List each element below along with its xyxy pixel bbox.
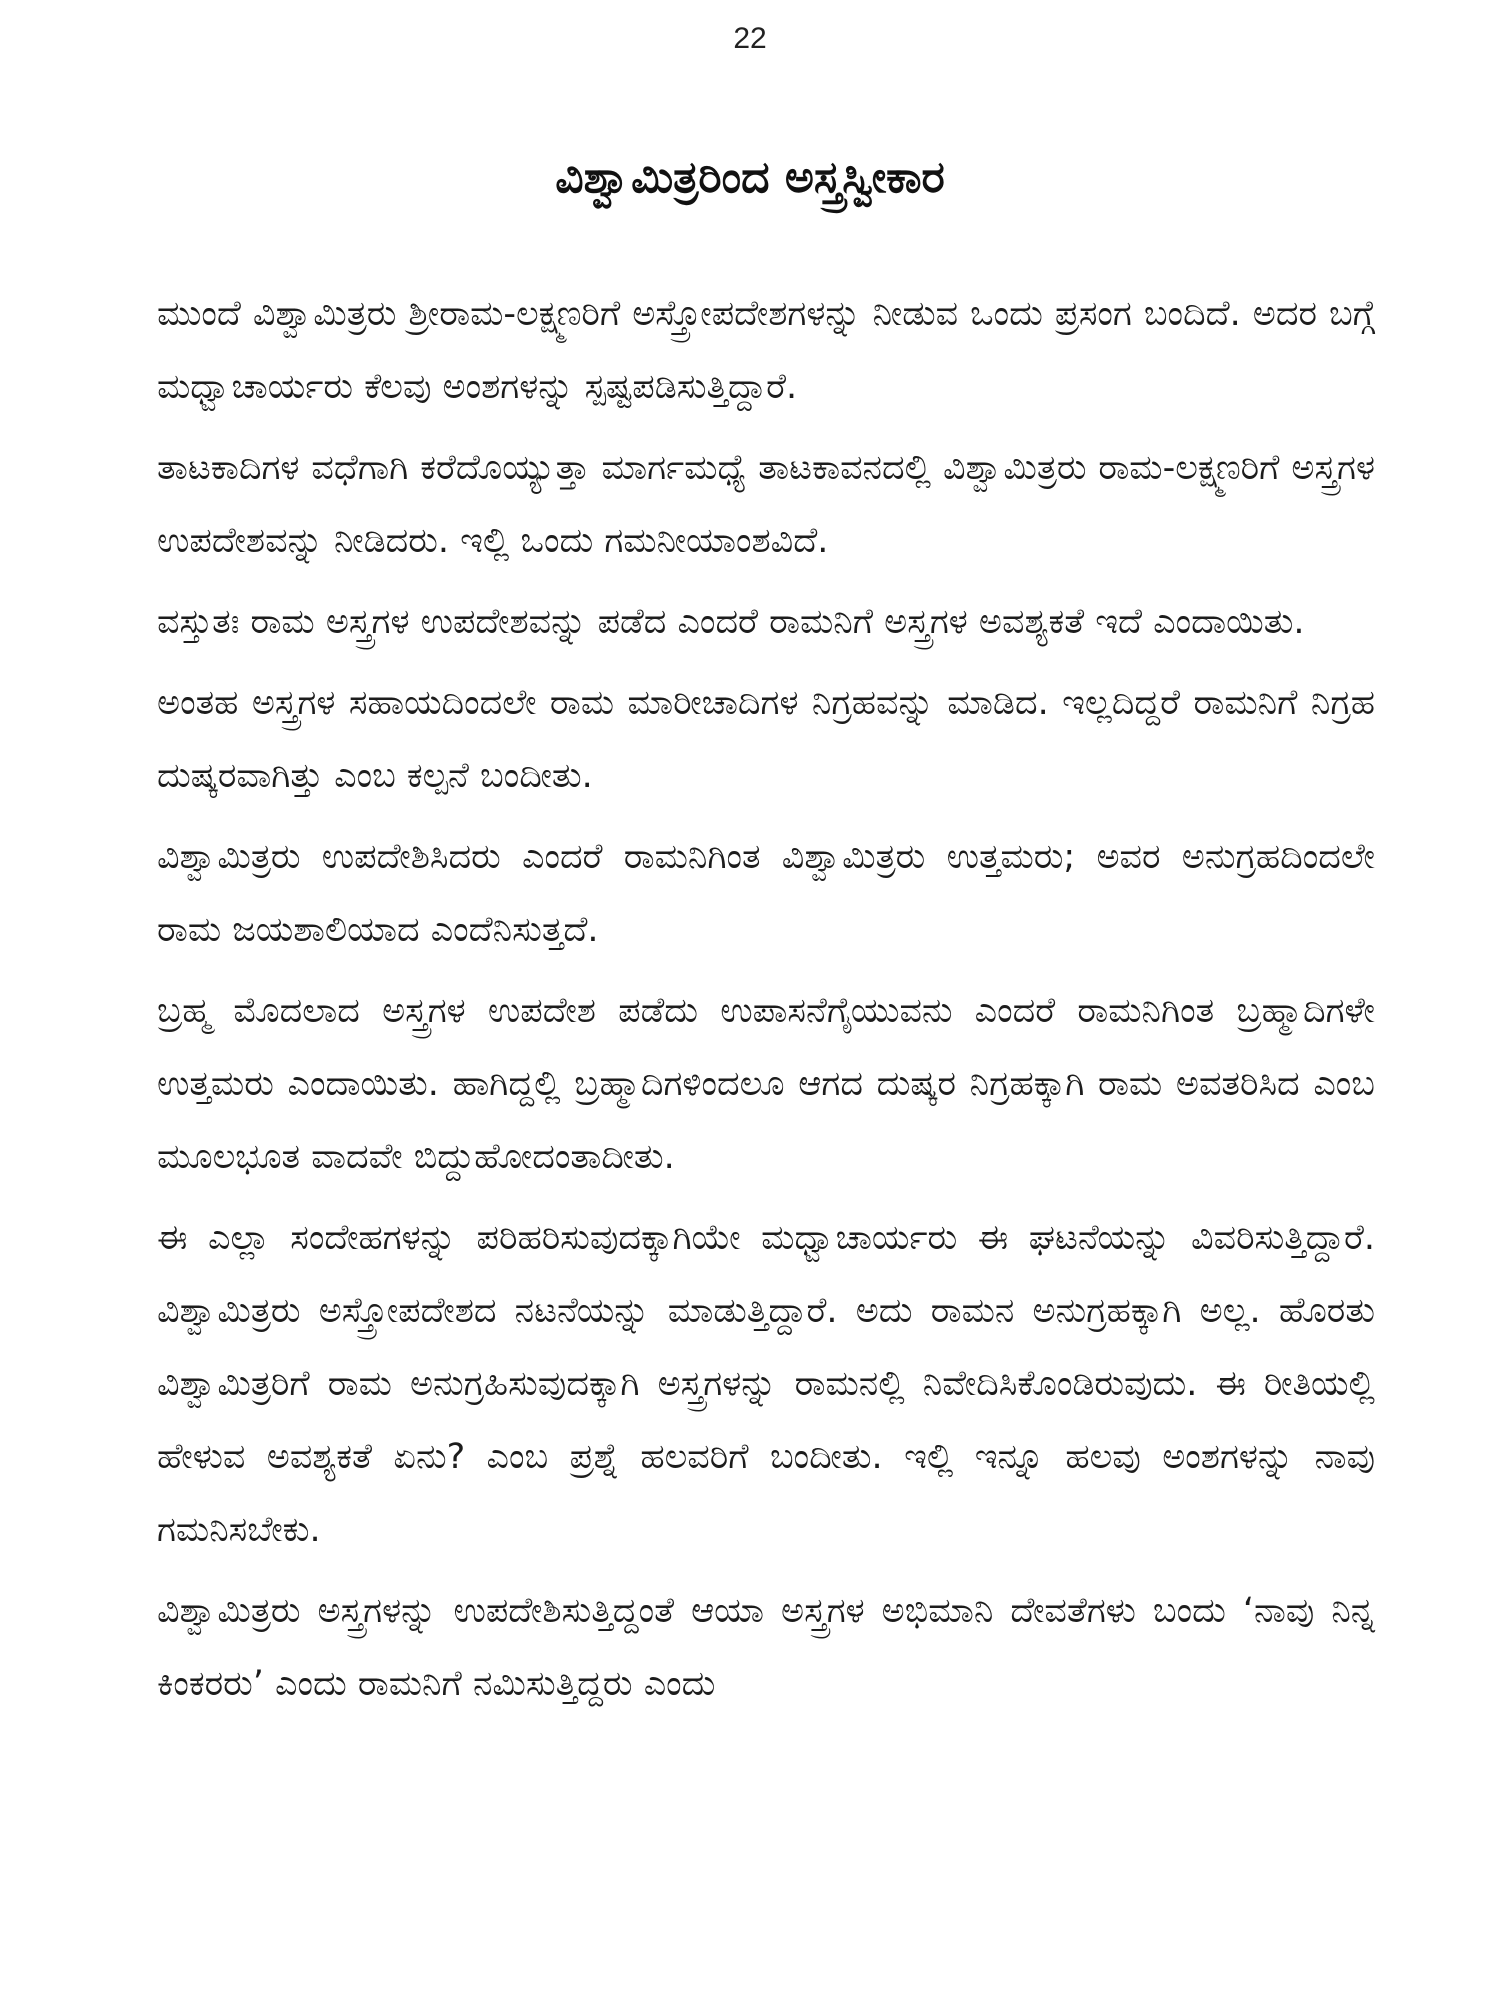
paragraph-5: ವಿಶ್ವಾಮಿತ್ರರು ಉಪದೇಶಿಸಿದರು ಎಂದರೆ ರಾಮನಿಗಿಂತ ವಿಶ್ವಾಮಿತ್ರರು ಉತ್ತಮರು; ಅವರ ಅನುಗ್ರಹದಿಂದಲೇ ರಾಮ ಜಯಶಾಲಿಯಾದ ಎಂದೆನಿಸುತ್ತದೆ. xyxy=(157,837,1375,950)
page-number: 22 xyxy=(733,22,767,55)
paragraph-1: ಮುಂದೆ ವಿಶ್ವಾಮಿತ್ರರು ಶ್ರೀರಾಮ-ಲಕ್ಷ್ಮಣರಿಗೆ ಅಸ್ತ್ರೋಪದೇಶಗಳನ್ನು ನೀಡುವ ಒಂದು ಪ್ರಸಂಗ ಬಂದಿದೆ. ಅದರ ಬಗ್ಗೆ ಮಧ್ವಾಚಾರ್ಯರು ಕೆಲವು ಅಂಶಗಳನ್ನು ಸ್ಪಷ್ಟಪಡಿಸುತ್ತಿದ್ದಾರೆ. xyxy=(157,294,1375,407)
body-text xyxy=(157,278,1375,1729)
paragraph-8: ವಿಶ್ವಾಮಿತ್ರರು ಅಸ್ತ್ರಗಳನ್ನು ಉಪದೇಶಿಸುತ್ತಿದ್ದಂತೆ ಆಯಾ ಅಸ್ತ್ರಗಳ ಅಭಿಮಾನಿ ದೇವತೆಗಳು ಬಂದು ‘ನಾವು ನಿನ್ನ ಕಿಂಕರರು’ ಎಂದು ರಾಮನಿಗೆ ನಮಿಸುತ್ತಿದ್ದರು ಎಂದು xyxy=(157,1591,1375,1704)
paragraph-4: ಅಂತಹ ಅಸ್ತ್ರಗಳ ಸಹಾಯದಿಂದಲೇ ರಾಮ ಮಾರೀಚಾದಿಗಳ ನಿಗ್ರಹವನ್ನು ಮಾಡಿದ. ಇಲ್ಲದಿದ್ದರೆ ರಾಮನಿಗೆ ನಿಗ್ರಹ ದುಷ್ಕರವಾಗಿತ್ತು ಎಂಬ ಕಲ್ಪನೆ ಬಂದೀತು. xyxy=(157,683,1375,796)
paragraph-2: ತಾಟಕಾದಿಗಳ ವಧೆಗಾಗಿ ಕರೆದೊಯ್ಯುತ್ತಾ ಮಾರ್ಗಮಧ್ಯೆ ತಾಟಕಾವನದಲ್ಲಿ ವಿಶ್ವಾಮಿತ್ರರು ರಾಮ-ಲಕ್ಷ್ಮಣರಿಗೆ ಅಸ್ತ್ರಗಳ ಉಪದೇಶವನ್ನು ನೀಡಿದರು. ಇಲ್ಲಿ ಒಂದು ಗಮನೀಯಾಂಶವಿದೆ. xyxy=(157,448,1375,561)
paragraph-7: ಈ ಎಲ್ಲಾ ಸಂದೇಹಗಳನ್ನು ಪರಿಹರಿಸುವುದಕ್ಕಾಗಿಯೇ ಮಧ್ವಾಚಾರ್ಯರು ಈ ಘಟನೆಯನ್ನು ವಿವರಿಸುತ್ತಿದ್ದಾರೆ. ವಿಶ್ವಾಮಿತ್ರರು ಅಸ್ತ್ರೋಪದೇಶದ ನಟನೆಯನ್ನು ಮಾಡುತ್ತಿದ್ದಾರೆ. ಅದು ರಾಮನ ಅನುಗ್ರಹಕ್ಕಾಗಿ ಅಲ್ಲ. ಹೊರತು ವಿಶ್ವಾಮಿತ್ರರಿಗೆ ರಾಮ ಅನುಗ್ರಹಿಸುವುದಕ್ಕಾಗಿ ಅಸ್ತ್ರಗಳನ್ನು ರಾಮನಲ್ಲಿ ನಿವೇದಿಸಿಕೊಂಡಿರುವುದು. ಈ ರೀತಿಯಲ್ಲಿ ಹೇಳುವ ಅವಶ್ಯಕತೆ ಏನು? ಎಂಬ ಪ್ರಶ್ನೆ ಹಲವರಿಗೆ ಬಂದೀತು. ಇಲ್ಲಿ ಇನ್ನೂ ಹಲವು ಅಂಶಗಳನ್ನು ನಾವು ಗಮನಿಸಬೇಕು. xyxy=(157,1218,1375,1550)
paragraph-6: ಬ್ರಹ್ಮ ಮೊದಲಾದ ಅಸ್ತ್ರಗಳ ಉಪದೇಶ ಪಡೆದು ಉಪಾಸನೆಗೈಯುವನು ಎಂದರೆ ರಾಮನಿಗಿಂತ ಬ್ರಹ್ಮಾದಿಗಳೇ ಉತ್ತಮರು ಎಂದಾಯಿತು. ಹಾಗಿದ್ದಲ್ಲಿ ಬ್ರಹ್ಮಾದಿಗಳಿಂದಲೂ ಆಗದ ದುಷ್ಕರ ನಿಗ್ರಹಕ್ಕಾಗಿ ರಾಮ ಅವತರಿಸಿದ ಎಂಬ ಮೂಲಭೂತ ವಾದವೇ ಬಿದ್ದುಹೋದಂತಾದೀತು. xyxy=(157,991,1375,1177)
chapter-title: ವಿಶ್ವಾಮಿತ್ರರಿಂದ ಅಸ್ತ್ರಸ್ವೀಕಾರ xyxy=(555,152,945,203)
paragraph-3: ವಸ್ತುತಃ ರಾಮ ಅಸ್ತ್ರಗಳ ಉಪದೇಶವನ್ನು ಪಡೆದ ಎಂದರೆ ರಾಮನಿಗೆ ಅಸ್ತ್ರಗಳ ಅವಶ್ಯಕತೆ ಇದೆ ಎಂದಾಯಿತು. xyxy=(157,602,1305,642)
